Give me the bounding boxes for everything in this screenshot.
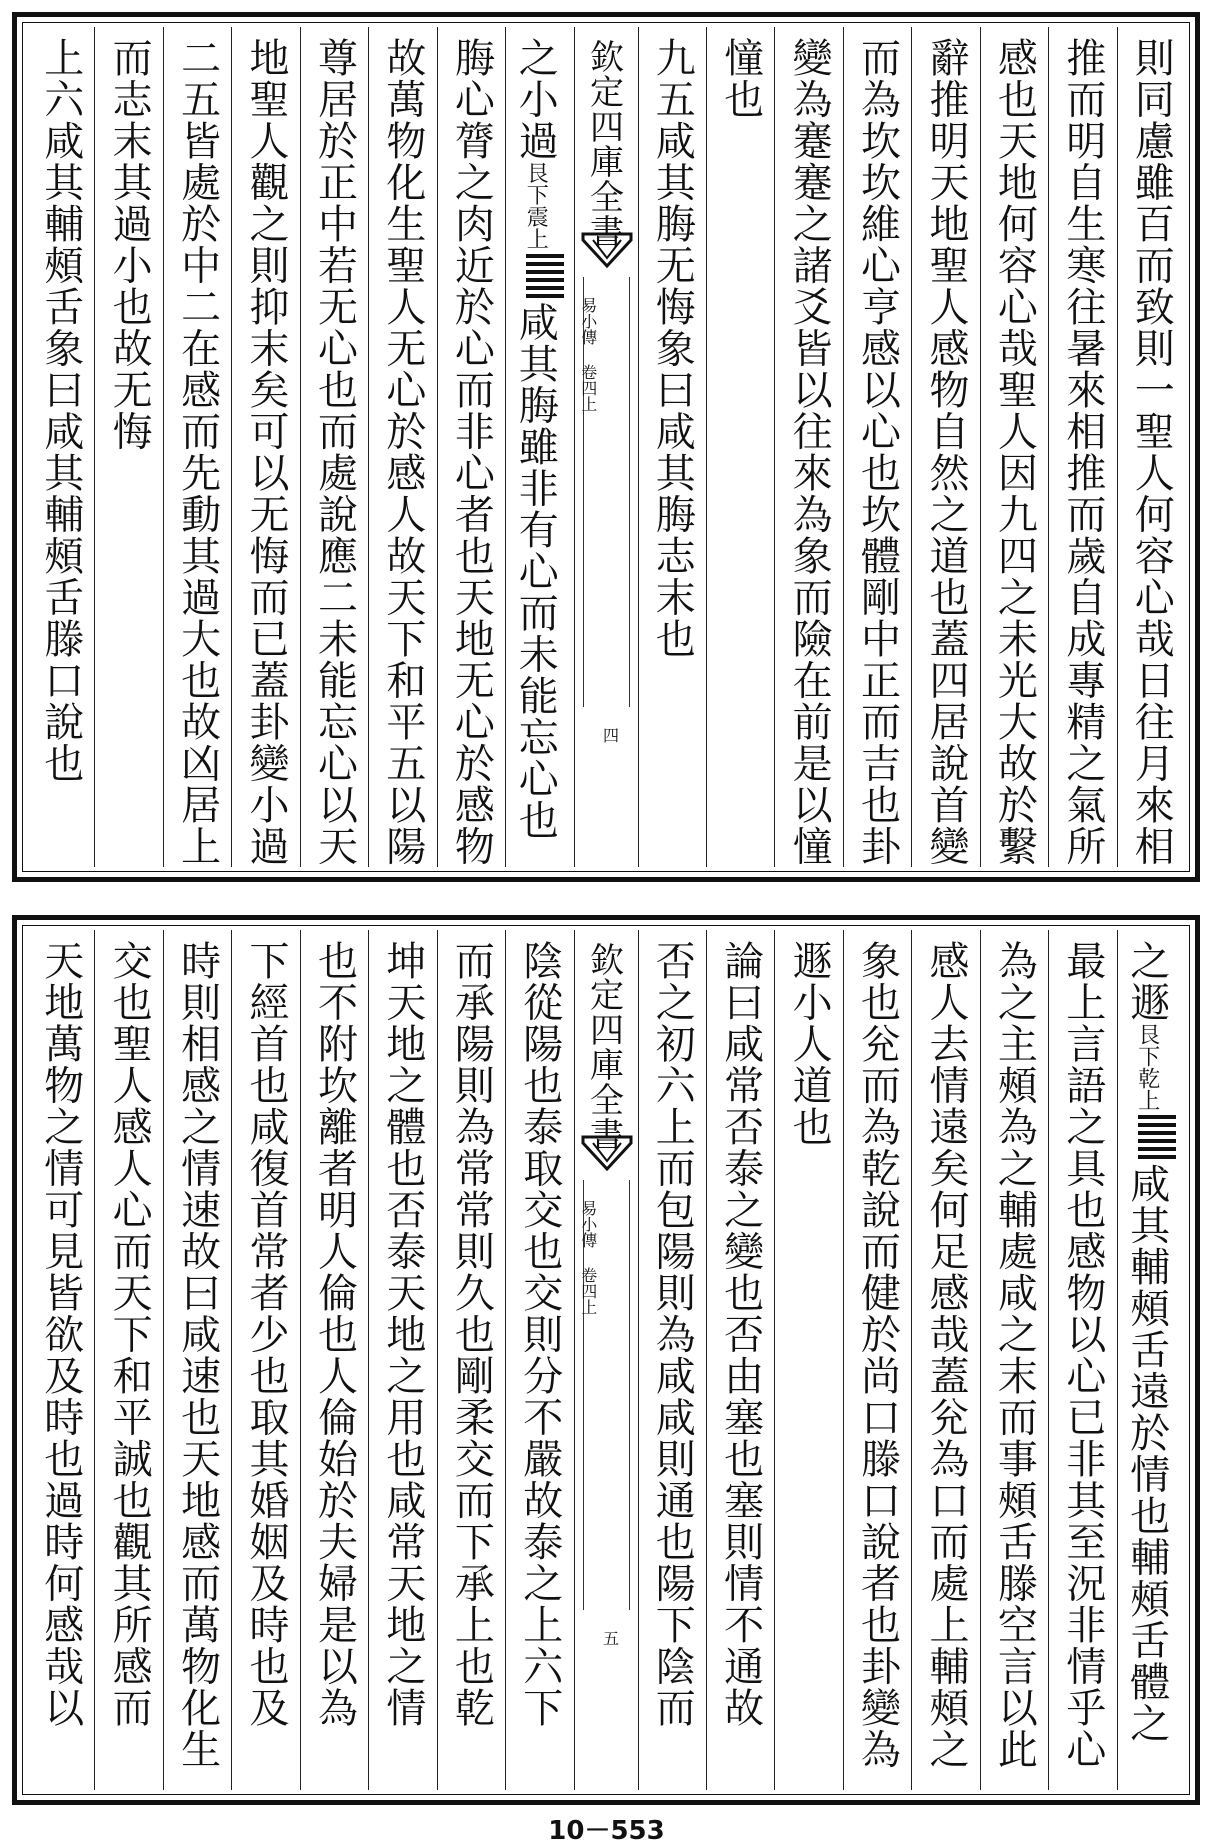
text-column: 尊居於正中若无心也而處說應二未能忘心以天	[300, 27, 368, 867]
collection-title: 欽定四庫全書	[583, 39, 624, 249]
book-title: 易小傳 卷四上	[578, 297, 598, 412]
text-column: 九五咸其脢无悔象曰咸其脢志末也	[638, 27, 706, 867]
text-column: 推而明自生寒往暑來相推而歲自成專精之氣所	[1048, 27, 1116, 867]
leaf-number: 四	[600, 727, 620, 743]
book-title: 易小傳 卷四上	[578, 1200, 598, 1315]
bottom-page-panel	[12, 915, 1200, 1805]
text-column: 而承陽則為常常則久也剛柔交而下承上也乾	[437, 930, 505, 1790]
text-column: 之小過艮下震上咸其脢雖非有心而未能忘心也	[505, 27, 573, 867]
text-column: 二五皆處於中二在感而先動其過大也故凶居上	[163, 27, 231, 867]
hexagram-icon	[1138, 1115, 1176, 1159]
text-column: 象也兊而為乾說而健於尚口滕口說者也卦變為	[843, 930, 911, 1790]
text-column: 變為蹇蹇之諸爻皆以往來為象而險在前是以憧	[774, 27, 842, 867]
text-column: 坤天地之體也否泰天地之用也咸常天地之情	[368, 930, 436, 1790]
hexagram-icon	[526, 254, 564, 298]
collection-title: 欽定四庫全書	[583, 942, 624, 1152]
text-column: 憧也	[706, 27, 774, 867]
text-column: 否之初六上而包陽則為咸咸則通也陽下陰而	[638, 930, 706, 1790]
text-column: 交也聖人感人心而天下和平誠也觀其所感而	[94, 930, 162, 1790]
text-column: 陰從陽也泰取交也交則分不嚴故泰之上六下	[505, 930, 573, 1790]
text-column: 天地萬物之情可見皆欲及時也過時何感哉以	[37, 940, 84, 1729]
page-center-strip	[574, 930, 638, 1790]
text-column: 脢心膂之肉近於心而非心者也天地无心於感物	[437, 27, 505, 867]
text-column: 也不附坎離者明人倫也人倫始於夫婦是以為	[300, 930, 368, 1790]
text-column: 故萬物化生聖人无心於感人故天下和平五以陽	[368, 27, 436, 867]
text-column: 下經首也咸復首常者少也取其婚姻及時也及	[231, 930, 299, 1790]
fish-tail-mark-icon	[579, 232, 635, 268]
text-column: 則同慮雖百而致則一聖人何容心哉日往月來相	[1117, 27, 1185, 867]
text-column: 感也天地何容心哉聖人因九四之未光大故於繫	[980, 27, 1048, 867]
fish-tail-mark-icon	[579, 1135, 635, 1171]
page-center-strip	[574, 27, 638, 867]
text-column: 上六咸其輔頰舌象曰咸其輔頰舌滕口說也	[37, 37, 84, 784]
text-column: 時則相感之情速故曰咸速也天地感而萬物化生	[163, 930, 231, 1790]
top-page-panel	[12, 12, 1200, 882]
text-column: 遯小人道也	[774, 930, 842, 1790]
leaf-number: 五	[600, 1630, 620, 1646]
text-column: 感人去情遠矣何足感哉蓋兊為口而處上輔頰之	[911, 930, 979, 1790]
page-number: 10－553	[548, 1816, 665, 1846]
text-column: 最上言語之具也感物以心已非其至況非情乎心	[1048, 930, 1116, 1790]
text-column: 辭推明天地聖人感物自然之道也蓋四居說首變	[911, 27, 979, 867]
text-column: 論曰咸常否泰之變也否由塞也塞則情不通故	[706, 930, 774, 1790]
text-column: 地聖人觀之則抑末矣可以无悔而已蓋卦變小過	[231, 27, 299, 867]
text-column: 之遯艮下乾上咸其輔頰舌遠於情也輔頰舌體之	[1117, 930, 1185, 1790]
text-column: 而志末其過小也故无悔	[94, 27, 162, 867]
text-column: 而為坎坎維心亨感以心也坎體剛中正而吉也卦	[843, 27, 911, 867]
text-column: 為之主頰為之輔處咸之末而事頰舌滕空言以此	[980, 930, 1048, 1790]
